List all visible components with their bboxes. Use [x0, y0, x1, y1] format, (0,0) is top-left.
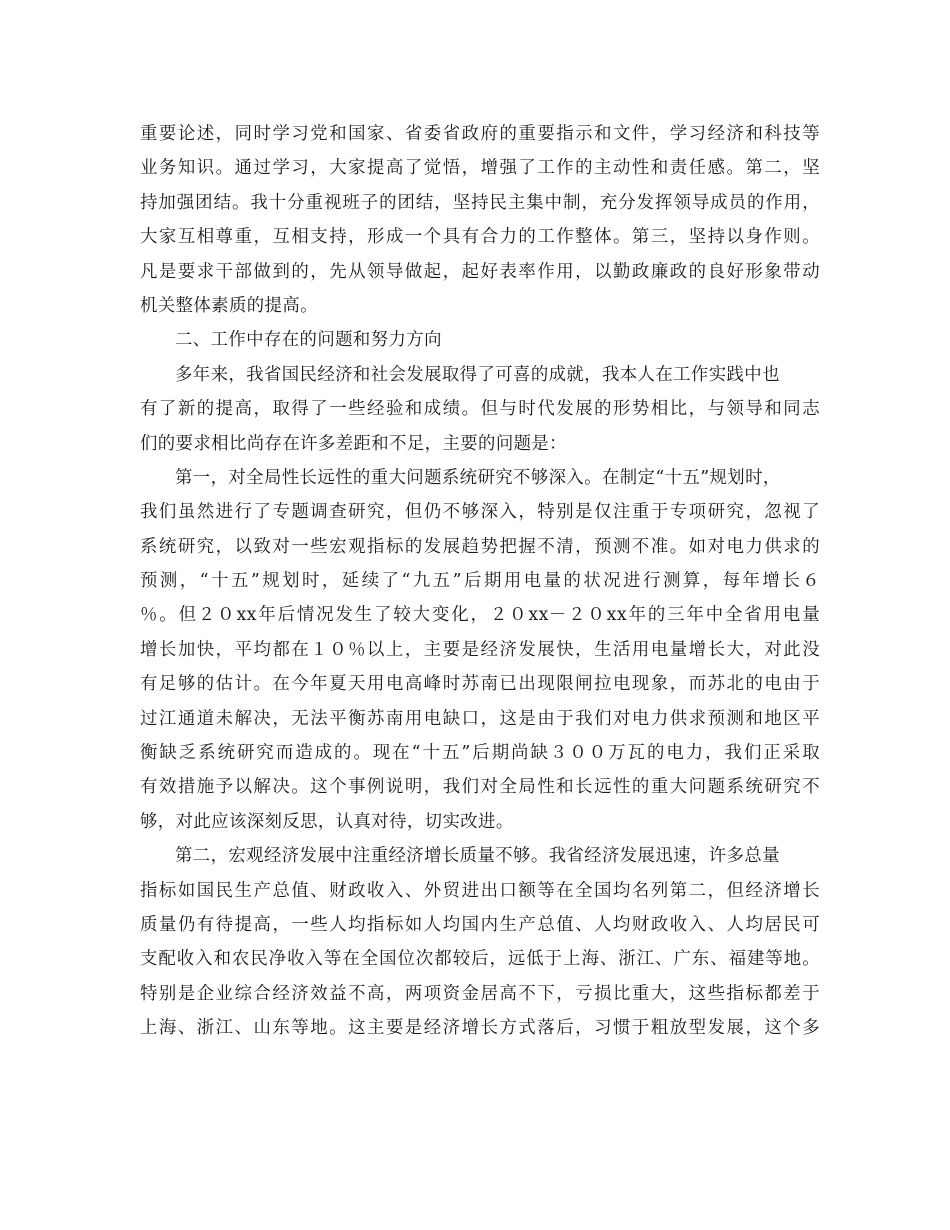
text-line: 质量仍有待提高，一些人均指标如人均国内生产总值、人均财政收入、人均居民可 — [140, 914, 820, 935]
text-line: 增长加快，平均都在１０％以上，主要是经济发展快，生活用电量增长大，对此没 — [140, 639, 820, 660]
text-line: ％。但２０xx年后情况发生了较大变化，２０xx－２０xx年的三年中全省用电量 — [140, 605, 820, 626]
paragraph-1 — [140, 117, 820, 323]
section-heading — [140, 323, 820, 357]
text-line: 有了新的提高，取得了一些经验和成绩。但与时代发展的形势相比，与领导和同志 — [140, 399, 820, 420]
heading-text: 二、工作中存在的问题和努力方向 — [175, 330, 442, 351]
text-line: 机关整体素质的提高。 — [140, 295, 318, 316]
text-line: 大家互相尊重，互相支持，形成一个具有合力的工作整体。第三，坚持以身作则。 — [140, 227, 820, 248]
text-line: 多年来，我省国民经济和社会发展取得了可喜的成就，我本人在工作实践中也 — [175, 364, 780, 385]
text-line: 特别是企业综合经济效益不高，两项资金居高不下，亏损比重大，这些指标都差于 — [140, 983, 820, 1004]
text-line: 持加强团结。我十分重视班子的团结，坚持民主集中制，充分发挥领导成员的作用， — [140, 192, 820, 213]
text-line: 我们虽然进行了专题调查研究，但仍不够深入，特别是仅注重于专项研究，忽视了 — [140, 502, 820, 523]
text-line: 预测，“十五”规划时，延续了“九五”后期用电量的状况进行测算，每年增长６ — [140, 571, 820, 592]
text-line: 凡是要求干部做到的，先从领导做起，起好表率作用，以勤政廉政的良好形象带动 — [140, 261, 820, 282]
text-line: 业务知识。通过学习，大家提高了觉悟，增强了工作的主动性和责任感。第二，坚 — [140, 158, 820, 179]
text-line: 重要论述，同时学习党和国家、省委省政府的重要指示和文件，学习经济和科技等 — [140, 124, 820, 144]
paragraph-2 — [140, 358, 820, 461]
text-line: 够，对此应该深刻反思，认真对待，切实改进。 — [140, 811, 514, 832]
text-line: 衡缺乏系统研究而造成的。现在“十五”后期尚缺３００万瓦的电力，我们正采取 — [140, 743, 820, 764]
text-line: 上海、浙江、山东等地。这主要是经济增长方式落后，习惯于粗放型发展，这个多 — [140, 1018, 820, 1039]
text-line: 第一，对全局性长远性的重大问题系统研究不够深入。在制定“十五”规划时， — [175, 467, 781, 488]
text-line: 支配收入和农民净收入等在全国位次都较后，远低于上海、浙江、广东、福建等地。 — [140, 949, 820, 970]
text-line: 们的要求相比尚存在许多差距和不足，主要的问题是： — [140, 433, 567, 454]
text-line: 指标如国民生产总值、财政收入、外贸进出口额等在全国均名列第二，但经济增长 — [140, 880, 820, 901]
text-line: 系统研究，以致对一些宏观指标的发展趋势把握不清，预测不准。如对电力供求的 — [140, 536, 820, 557]
text-line: 有足够的估计。在今年夏天用电高峰时苏南已出现限闸拉电现象，而苏北的电由于 — [140, 674, 820, 695]
text-line: 过江通道未解决，无法平衡苏南用电缺口，这是由于我们对电力供求预测和地区平 — [140, 708, 820, 729]
text-line: 有效措施予以解决。这个事例说明，我们对全局性和长远性的重大问题系统研究不 — [140, 777, 820, 798]
text-line: 第二，宏观经济发展中注重经济增长质量不够。我省经济发展迅速，许多总量 — [175, 846, 780, 867]
paragraph-3 — [140, 461, 820, 839]
paragraph-4 — [140, 839, 820, 1045]
document-page — [140, 117, 820, 1046]
